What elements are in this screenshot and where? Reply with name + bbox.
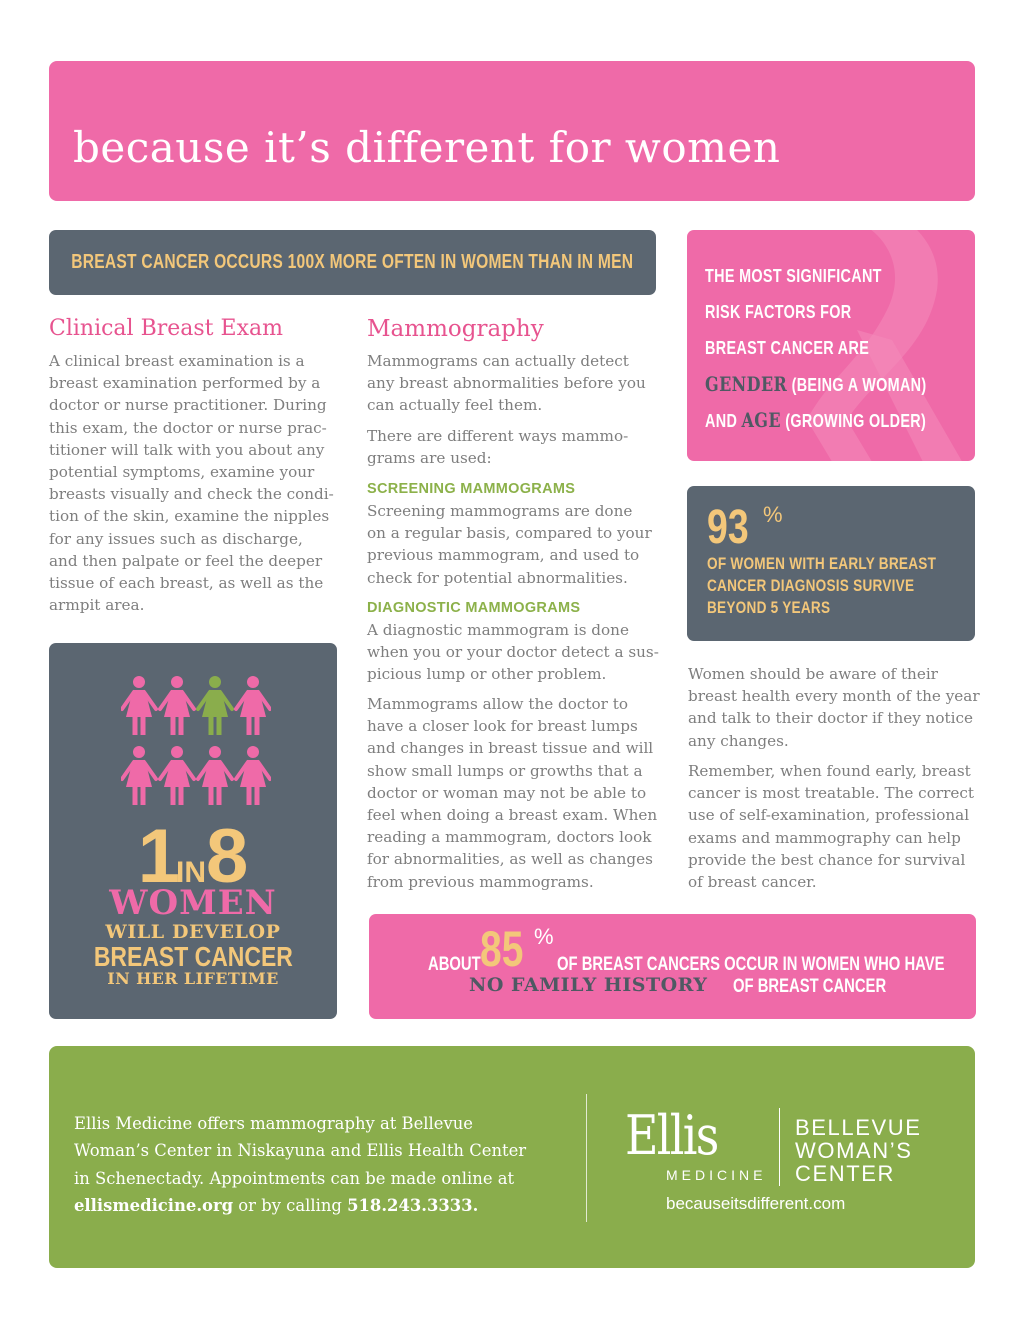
stat-breast-cancer-text: BREAST CANCER [93, 941, 293, 972]
awareness-line: Women should be aware of their [688, 665, 938, 683]
clinical-line: breast examination performed by a [49, 374, 321, 393]
stat-lifetime: IN HER LIFETIME [107, 969, 279, 988]
awareness-p1 [688, 663, 980, 752]
woman-figure-icon [160, 746, 194, 805]
woman-figure-icon [160, 676, 194, 735]
footer-or-calling: or by calling [233, 1196, 348, 1216]
woman-figure-icon [198, 746, 232, 805]
clinical-line: and then palpate or feel the deeper [49, 551, 323, 570]
screening-line: Screening mammograms are done [367, 502, 633, 520]
one-in-eight-box [49, 643, 337, 1019]
risk-line-1: THE MOST SIGNIFICANT [705, 266, 882, 286]
footer-phone[interactable]: 518.243.3333 [347, 1196, 473, 1216]
risk-and: AND [705, 411, 738, 431]
ellis-logo-medicine: MEDICINE [666, 1167, 767, 1183]
history-no-family: NO FAMILY HISTORY [469, 974, 708, 996]
closer-line: and changes in breast tissue and will [367, 739, 654, 758]
woman-figure-highlighted-icon [198, 676, 232, 735]
closer-line: show small lumps or growths that a [367, 761, 643, 780]
closer-line: from previous mammograms. [367, 872, 594, 891]
risk-line-age [705, 408, 926, 432]
history-percent-sign: % [534, 924, 554, 949]
footer-line-3: in Schenectady. Appointments can be made online at [74, 1168, 515, 1188]
survival-line-3: BEYOND 5 YEARS [707, 598, 831, 617]
mammography-line: can actually feel them. [367, 396, 543, 415]
stat-in: IN [176, 856, 206, 889]
screening-line: previous mammogram, and used to [367, 546, 640, 565]
awareness-line: any changes. [688, 731, 789, 750]
survival-line-1: OF WOMEN WITH EARLY BREAST [707, 554, 937, 573]
clinical-line: tissue of each breast, as well as the [49, 574, 324, 593]
clinical-line: A clinical breast examination is a [49, 352, 305, 370]
risk-line-gender [705, 372, 927, 396]
mammography-line: any breast abnormalities before you [367, 374, 646, 393]
closer-line: doctor or woman may not be able to [367, 783, 647, 802]
diagnostic-body [367, 619, 659, 686]
awareness-line: use of self-examination, professional [688, 806, 970, 825]
footer-line-1: Ellis Medicine offers mammography at Bellevue [74, 1114, 473, 1133]
mammography-line: Mammograms can actually detect [367, 352, 629, 370]
footer-url-link[interactable]: becauseitsdifferent.com [666, 1194, 846, 1213]
risk-line-3: BREAST CANCER ARE [705, 338, 870, 358]
closer-line: reading a mammogram, doctors look [367, 828, 652, 847]
survival-number: 93 [707, 501, 749, 554]
family-history-box [369, 914, 976, 1019]
footer-line-4 [74, 1192, 574, 1219]
closer-line: feel when doing a breast exam. When [367, 806, 658, 825]
awareness-line: of breast cancer. [688, 873, 817, 892]
screening-line: check for potential abnormalities. [367, 568, 628, 587]
footer [49, 1046, 975, 1268]
footer-text [74, 1110, 574, 1220]
header-banner [49, 61, 975, 201]
history-number: 85 [480, 921, 524, 977]
risk-age-note: (GROWING OLDER) [785, 411, 927, 431]
footer-website-link[interactable]: ellismedicine.org [74, 1196, 234, 1216]
clinical-line: this exam, the doctor or nurse prac- [49, 418, 327, 437]
woman-figure-icon [236, 676, 270, 735]
bellevue-logo-line-1: BELLEVUE [795, 1115, 922, 1140]
awareness-line: breast health every month of the year [688, 687, 980, 706]
history-of-bc: OF BREAST CANCER [733, 976, 887, 997]
bellevue-logo-line-2: WOMAN’S [795, 1138, 913, 1163]
stat-develop: WILL DEVELOP [105, 921, 281, 943]
risk-factors-box [687, 230, 975, 461]
bellevue-logo-line-3: CENTER [795, 1161, 896, 1186]
closer-line: have a closer look for breast lumps [367, 717, 638, 736]
clinical-title: Clinical Breast Exam [49, 316, 283, 341]
clinical-line: doctor or nurse practitioner. During [49, 396, 327, 415]
survival-box [687, 486, 975, 641]
stat-eight: 8 [206, 814, 249, 899]
awareness-line: provide the best chance for survival [688, 850, 966, 869]
awareness-line: exams and mammography can help [688, 828, 961, 847]
mammography-line: grams are used: [367, 449, 492, 468]
history-about: ABOUT [428, 954, 481, 975]
clinical-body [49, 350, 334, 616]
closer-line: for abnormalities, as well as changes [367, 850, 653, 869]
diagnostic-line: A diagnostic mammogram is done [367, 621, 629, 639]
woman-figure-icon [122, 746, 156, 805]
woman-figure-icon [236, 746, 270, 805]
footer-period: . [472, 1196, 479, 1216]
mammography-ways [367, 425, 628, 469]
risk-gender: GENDER [705, 372, 788, 396]
risk-gender-note: (BEING A WOMAN) [791, 375, 927, 395]
footer-divider [586, 1094, 587, 1222]
stat-women: WOMEN [109, 883, 277, 923]
risk-age: AGE [741, 408, 781, 432]
clinical-line: potential symptoms, examine your [49, 463, 315, 482]
mammography-intro [367, 350, 646, 417]
awareness-line: cancer is most treatable. The correct [688, 784, 974, 803]
clinical-line: armpit area. [49, 596, 145, 615]
survival-line-2: CANCER DIAGNOSIS SURVIVE [707, 576, 915, 595]
diagnostic-line: picious lump or other problem. [367, 665, 607, 684]
survival-percent-sign: % [763, 502, 783, 527]
ellis-logo: Ellis [625, 1104, 718, 1167]
mammography-closer [367, 693, 657, 893]
clinical-line: titioner will talk with you about any [49, 440, 325, 459]
mammography-title: Mammography [367, 316, 544, 342]
footer-line-2: Woman’s Center in Niskayuna and Ellis Health Center [74, 1141, 527, 1161]
awareness-p2 [688, 760, 974, 893]
woman-figure-icon [122, 676, 156, 735]
closer-line: Mammograms allow the doctor to [367, 695, 629, 713]
diagnostic-title: DIAGNOSTIC MAMMOGRAMS [367, 600, 581, 616]
clinical-line: tion of the skin, examine the nipples [49, 507, 330, 526]
screening-title: SCREENING MAMMOGRAMS [367, 481, 576, 497]
history-occur: OF BREAST CANCERS OCCUR IN WOMEN WHO HAVE [557, 954, 945, 975]
logo-divider [779, 1108, 780, 1186]
banner-text: BREAST CANCER OCCURS 100X MORE OFTEN IN WOMEN THAN IN MEN [71, 251, 634, 273]
women-figures-icon [121, 675, 271, 811]
awareness-line: Remember, when found early, breast [688, 762, 971, 780]
clinical-line: for any issues such as discharge, [49, 529, 303, 548]
risk-line-2: RISK FACTORS FOR [705, 302, 852, 322]
awareness-line: and talk to their doctor if they notice [688, 709, 973, 728]
screening-line: on a regular basis, compared to your [367, 524, 652, 543]
diagnostic-line: when you or your doctor detect a sus- [367, 643, 659, 662]
mammography-line: There are different ways mammo- [367, 427, 629, 445]
clinical-line: breasts visually and check the condi- [49, 485, 334, 504]
page-title: because it’s different for women [73, 123, 781, 172]
stat-one: 1 [137, 814, 176, 899]
stat-banner [49, 230, 656, 295]
screening-body [367, 500, 652, 589]
